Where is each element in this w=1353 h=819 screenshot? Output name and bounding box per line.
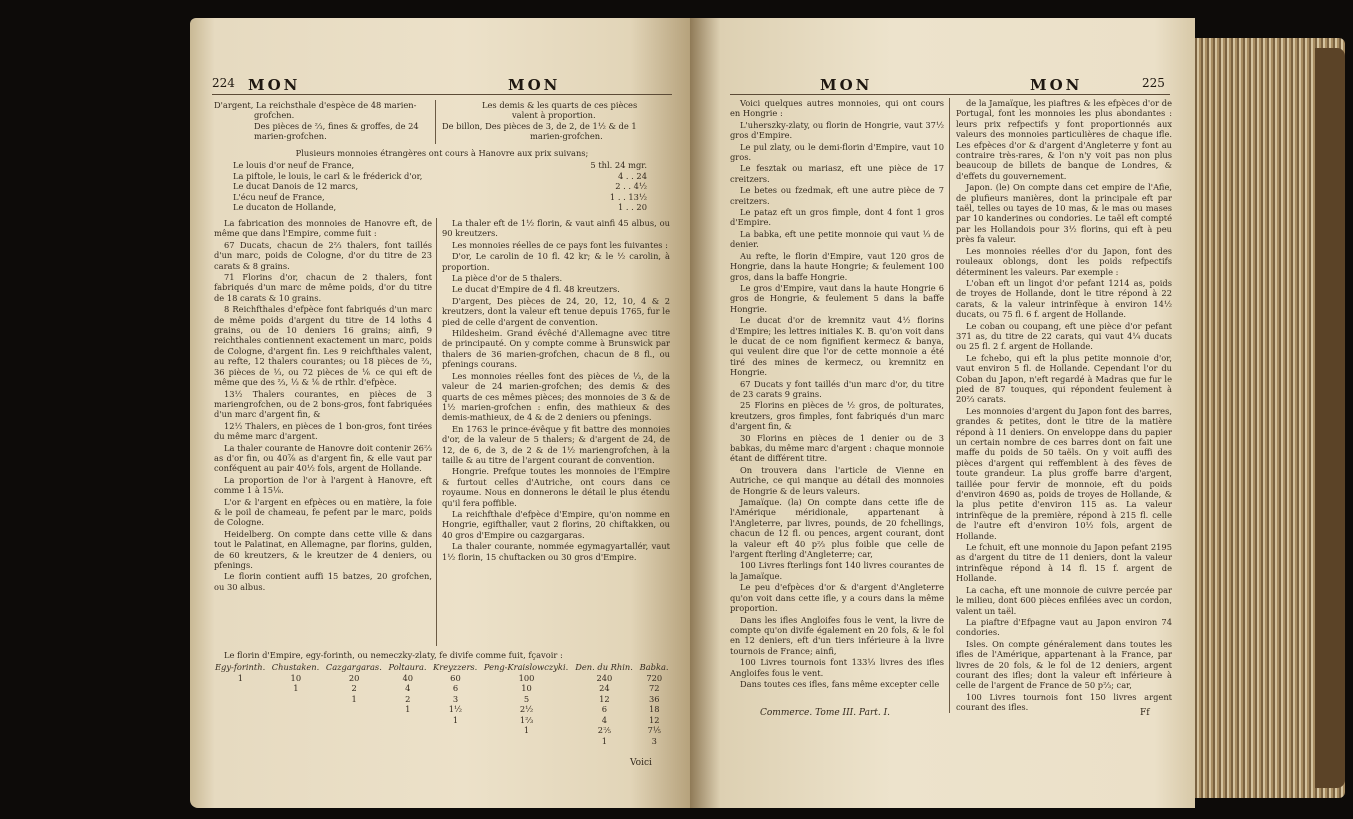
florin-cell: [430, 725, 481, 736]
paragraph: Le coban ou coupang, eft une pièce d'or pefant 371 as, du titre de 22 carats, qui vaut 4¼ ducats ou 25 fl. 2 f. argent de Hollande.: [956, 320, 1172, 352]
paragraph: 71 Florins d'or, chacun de 2 thalers, font fabriqués d'un marc de même poids, d'or du titre de 18 carats & 10 grains.: [214, 272, 432, 303]
florin-header: Poltaura.: [388, 662, 427, 672]
page-footer: Commerce. Tome III. Part. I.: [760, 708, 890, 718]
left-intro-line: Plusieurs monnoies étrangères ont cours à Hanovre aux prix suivans;: [295, 148, 589, 158]
florin-cell: [323, 736, 386, 747]
paragraph: La babka, eft une petite monnoie qui vaut ⅓ de denier.: [730, 228, 944, 250]
florin-row: [212, 725, 672, 736]
paragraph: Le pul zlaty, ou le demi-florin d'Empire, vaut 10 gros.: [730, 141, 944, 163]
paragraph: 100 Livres tournois font 133⅓ livres des ifles Angloifes fous le vent.: [730, 657, 944, 678]
right-page-number: 225: [1142, 76, 1165, 90]
paragraph: D'or, Le carolin de 10 fl. 42 kr; & le ½ carolin, à proportion.: [442, 251, 670, 272]
paragraph: Le ducat d'Empire de 4 fl. 48 kreutzers.: [452, 284, 620, 295]
left-head-rule: [212, 94, 672, 95]
florin-cell: [212, 725, 269, 736]
paragraph: La proportion de l'or à l'argent à Hanovre, eft comme 1 à 15⅛.: [214, 474, 432, 496]
florin-cell: 36: [649, 693, 660, 704]
paragraph: Isles. On compte généralement dans toutes les ifles de l'Amérique, appartenant à la France, par livres de 20 fols, & le fol de 12 deniers, argent courant des ifles; dont la valeur eft inférieure à celle de l'argent de France de 50 p⅔; car,: [956, 638, 1172, 691]
florin-header: Cazgargaras.: [325, 662, 382, 672]
left-column-2: [442, 218, 670, 563]
right-running-head-2: MON: [1030, 76, 1083, 94]
coin-value: 1 . . 13½: [609, 191, 647, 202]
florin-cell: 1⅔: [519, 714, 534, 725]
coin-row: [230, 192, 650, 203]
florin-cell: [481, 736, 572, 747]
coin-value: 4 . . 24: [617, 170, 647, 181]
florin-row: [212, 736, 672, 747]
florin-cell: 10: [290, 672, 302, 683]
paragraph: Au refte, le florin d'Empire, vaut 120 gros de Hongrie, dans la haute Hongrie; & feulement 100 gros, dans la baffe Hongrie.: [730, 250, 944, 282]
paragraph: Hildesheim. Grand évêché d'Allemagne avec titre de principauté. On y compte comme à Brunswick par thalers de 36 marien-grofchen, chacun de 8 fl., ou pfenings courans.: [442, 328, 670, 370]
paragraph: L'or & l'argent en efpèces ou en matière, la foie & le poil de chameau, fe pefent par le marc, poids de Cologne.: [214, 496, 432, 528]
paragraph: 8 Reichfthales d'efpèce font fabriqués d'un marc de même poids d'argent du titre de 14 loths 4 grains, ou de 10 deniers 16 grains; ainfi, 9 reichthales contiennent exactement un marc, poids de Cologne, d'argent fin. Les 9 reichfthales valent, au refte, 12 thalers courantes; ou 18 pièces de ⅔, 36 pièces de ⅓, ou 72 pièces de ⅙ ce qui eft de même que des ⅔, ⅓ & ⅙ de rthlr. d'efpèce.: [214, 304, 432, 388]
coin-row: [230, 181, 650, 192]
paragraph: Heidelberg. On compte dans cette ville & dans tout le Palatinat, en Allemagne, par florins, gulden, de 60 kreutzers, & le kreutzer de 4 deniers, ou pfenings.: [214, 528, 432, 570]
paragraph: 30 Florins en pièces de 1 denier ou de 3 babkas, du même marc d'argent : chaque monnoie étant de différent titre.: [730, 432, 944, 464]
paragraph: L'uherszky-zlaty, ou florin de Hongrie, vaut 37½ gros d'Empire.: [730, 119, 944, 141]
paragraph: 100 Livres fterlings font 140 livres courantes de la Jamaïque.: [730, 560, 944, 581]
florin-row: [212, 683, 672, 694]
florin-cell: 2: [405, 693, 411, 704]
florin-cell: 18: [649, 704, 660, 714]
paragraph: En 1763 le prince-évêque y fit battre des monnoies d'or, de la valeur de 5 thalers; & d'argent de 24, de 12, de 6, de 3, de 2 & de 1½ mariengrofchen, à la taille & au titre de l'argent courant de convention.: [442, 423, 670, 465]
florin-cell: 5: [523, 693, 530, 704]
florin-cell: 6: [601, 704, 608, 714]
florin-cell: 1: [237, 672, 244, 683]
florin-cell: 3: [651, 735, 657, 746]
signature-mark: Ff: [1140, 708, 1150, 718]
paragraph: 100 Livres tournois font 150 livres argent courant des ifles.: [956, 691, 1172, 713]
florin-header: Peng-Kraislowczyki.: [483, 662, 569, 672]
right-head-rule: [730, 94, 1170, 95]
florin-cell: [386, 736, 431, 747]
catchword: Voici: [630, 758, 652, 768]
paragraph: La thaler courante de Hanovre doit contenir 26⅔ as d'or fin, ou 40⅞ as d'argent fin, & elle vaut par conféquent au pair 40½ fols, argent de Hollande.: [214, 442, 432, 474]
paragraph: Le fchebo, qui eft la plus petite monnoie d'or, vaut environ 5 fl. de Hollande. Cependant l'or du Coban du Japon, n'eft regardé à Madras que fur le pied de 87 touques, qui répondent feulement à 20⅔ carats.: [956, 352, 1172, 405]
paragraph: On trouvera dans l'article de Vienne en Autriche, ce qui manque au détail des monnoies de Hongrie & de leurs valeurs.: [730, 464, 944, 496]
paragraph: Les monnoies d'argent du Japon font des barres, grandes & petites, dont le titre de la matière répond à 11 deniers. On enveloppe dans du papier un certain nombre de ces barres dont on fait une maffe du poids de 50 taëls. On y voit auffi des pièces d'argent qui reffemblent à des fèves de toute grandeur. La plus groffe barre d'argent, taillée pour fervir de monnoie, eft du poids d'environ 4690 as, poids de troyes de Hollande, & la plus petite d'environ 115 as. La valeur intrinfèque de la première, répond à 215 fl. celle de l'autre eft d'environ 10½ fols, argent de Hollande.: [956, 405, 1172, 541]
florin-line: [214, 650, 670, 661]
paragraph: Les monnoies réelles de ce pays font les fuivantes :: [452, 239, 668, 250]
florin-cell: [323, 725, 386, 736]
paragraph: Les monnoies réelles d'or du Japon, font des rouleaux oblongs, dont les poids refpectifs déterminent les valeurs. Par exemple :: [956, 245, 1172, 277]
florin-cell: 72: [649, 683, 660, 693]
florin-intro: Le florin d'Empire, egy-forinth, ou nemeczky-zlaty, fe divife comme fuit, fçavoir :: [224, 650, 563, 660]
paragraph: Le fesztak ou mariasz, eft une pièce de 17 creitzers.: [730, 163, 944, 184]
left-page: [190, 18, 690, 808]
florin-cell: [269, 715, 323, 726]
coin-name: L'écu neuf de France,: [233, 191, 325, 202]
paragraph: Hongrie. Prefque toutes les monnoies de l'Empire & furtout celles d'Autriche, ont cours dans ce royaume. Nous en donnerons le détail le plus étendu qu'il fera poffible.: [442, 466, 670, 508]
paragraph: de la Jamaïque, les piaftres & les efpèces d'or de Portugal, font les monnoies les plus abondantes : leurs prix refpectifs y font proportionnés aux valeurs des monnoies particulières de chaque ifle. Les efpèces d'or & d'argent d'Angleterre y font au contraire très-rares, & l'on n'y voit pas non plus beaucoup de billets de banque de Londres, & d'effets du gouvernement.: [956, 98, 1172, 181]
paragraph: Le florin contient auffi 15 batzes, 20 grofchen, ou 30 albus.: [214, 571, 432, 592]
coin-row: [230, 171, 650, 182]
florin-cell: 12: [649, 714, 660, 725]
paragraph: Le betes ou fzedmak, eft une autre pièce de 7 creitzers.: [730, 185, 944, 206]
coin-value: 5 thl. 24 mgr.: [590, 160, 647, 170]
florin-cell: 10: [521, 683, 532, 693]
paragraph: La thaler eft de 1½ florin, & vaut ainfi 45 albus, ou 90 kreutzers.: [442, 218, 670, 239]
coin-value: 1 . . 20: [617, 202, 647, 212]
paragraph: La cacha, eft une monnoie de cuivre percée par le milieu, dont 600 pièces enfilées avec un cordon, valent un taël.: [956, 584, 1172, 616]
florin-cell: 4: [601, 714, 608, 725]
left-running-head: MON: [248, 76, 301, 94]
coin-name: La piftole, le louis, le carl & le fréderick d'or,: [233, 170, 423, 181]
florin-cell: 4: [405, 683, 411, 693]
left-top-left-block: [214, 100, 432, 142]
florin-cell: [430, 736, 481, 747]
paragraph: Les monnoies réelles font des pièces de ⅓, de la valeur de 24 marien-grofchen; des demis & des quarts de ces mêmes pièces; des monnoies de 3 & de 1½ marien-grofchen : enfin, des mathieux & des demis-mathieux, de 4 & de 2 deniers ou pfenings.: [442, 370, 670, 423]
paragraph: Le ducat d'or de kremnitz vaut 4½ florins d'Empire; les lettres initiales K. B. qu'on voit dans le ducat de ce nom fignifient kermecz & banya, qui veulent dire que l'or de cette monnoie a été tiré des mines de kermecz, ou kremnitz en Hongrie.: [730, 315, 944, 378]
left-page-number: 224: [212, 76, 235, 90]
left-top-divider: [435, 100, 436, 144]
florin-cell: 3: [452, 693, 459, 704]
text-line: valent à proportion.: [512, 110, 596, 121]
florin-table: [212, 662, 672, 746]
paragraph: La fabrication des monnoies de Hanovre eft, de même que dans l'Empire, comme fuit :: [214, 218, 432, 239]
coin-name: Le ducaton de Hollande,: [233, 202, 337, 212]
right-column-1: [730, 98, 944, 690]
florin-cell: 240: [596, 672, 613, 683]
paragraph: La thaler courante, nommée egymagyartallér, vaut 1½ florin, 15 chuftacken ou 30 gros d'Empire.: [442, 541, 670, 562]
paragraph: La piaftre d'Efpagne vaut au Japon environ 74 condories.: [956, 616, 1172, 638]
florin-header: Babka.: [639, 662, 669, 672]
paragraph: Japon. (le) On compte dans cet empire de l'Afie, de plufieurs manières, dont la principale eft par taël, telles ou tayes de 10 mas, & le mas ou mases par 10 kanderines ou condories. Le taël eft compté par les Hollandois pour 3½ florins, qui eft à peu près fa valeur.: [956, 182, 1172, 245]
paragraph: Dans les ifles Angloifes fous le vent, la livre de compte qu'on divife également en 20 fols, & le fol en 12 deniers, eft d'un tiers inférieure à la livre tournois de France; ainfi,: [730, 614, 944, 656]
florin-cell: [269, 725, 323, 736]
florin-row: [212, 704, 672, 715]
paragraph: Le pataz eft un gros fimple, dont 4 font 1 gros d'Empire.: [730, 207, 944, 228]
florin-cell: 100: [518, 672, 535, 683]
florin-cell: 720: [646, 672, 663, 683]
text-line: De billon, Des pièces de 3, de 2, de 1½ & de 1: [442, 120, 637, 131]
paragraph: Voici quelques autres monnoies, qui ont cours en Hongrie :: [730, 98, 944, 119]
paragraph: La pièce d'or de 5 thalers.: [452, 273, 563, 284]
florin-cell: [269, 736, 323, 747]
paragraph: La reichfthale d'efpèce d'Empire, qu'on nomme en Hongrie, egifthaller, vaut 2 florins, 20 chiftakken, ou 40 gros d'Empire ou cazgargaras.: [442, 508, 670, 540]
text-line: marien-grofchen.: [530, 131, 603, 142]
florin-cell: [323, 715, 386, 726]
florin-row: [212, 673, 672, 684]
florin-cell: 1: [452, 714, 459, 725]
left-running-head-2: MON: [508, 76, 561, 94]
florin-cell: 2⅖: [597, 725, 612, 735]
florin-cell: [212, 715, 269, 726]
coin-row: [230, 202, 650, 213]
text-line: D'argent, La reichsthale d'espèce de 48 marien-: [214, 100, 417, 110]
florin-cell: 20: [348, 672, 360, 683]
florin-cell: 12: [599, 693, 610, 704]
paragraph: Le fchuit, eft une monnoie du Japon pefant 2195 as d'argent du titre de 11 deniers, dont la valeur intrinfèque répond à 14 fl. 15 f. argent de Hollande.: [956, 542, 1172, 584]
florin-header: Egy-forinth.: [215, 662, 266, 672]
paragraph: 67 Ducats, chacun de 2⅔ thalers, font taillés d'un marc, poids de Cologne, d'or du titre de 23 carats & 8 grains.: [214, 239, 432, 271]
coin-row: [230, 160, 650, 171]
coin-value: 2 . . 4½: [615, 181, 647, 191]
florin-cell: [212, 694, 269, 705]
florin-cell: 1: [293, 683, 299, 693]
florin-cell: 1: [351, 693, 357, 704]
text-line: Des pièces de ⅔, fines & groffes, de 24: [254, 120, 419, 131]
florin-cell: 1: [523, 725, 530, 735]
florin-cell: [212, 704, 269, 715]
paragraph: D'argent, Des pièces de 24, 20, 12, 10, 4 & 2 kreutzers, dont la valeur eft tenue depuis 1765, fur le pied de celle d'argent de convention.: [442, 295, 670, 327]
paragraph: 25 Florins en pièces de ½ gros, de polturates, kreutzers, gros fimples, font fabriqués d'un marc d'argent fin, &: [730, 400, 944, 432]
florin-cell: [212, 683, 269, 694]
text-line: marien-grofchen.: [254, 131, 327, 142]
florin-cell: 1: [405, 704, 411, 714]
right-column-divider: [949, 98, 950, 713]
coin-name: Le louis d'or neuf de France,: [233, 160, 355, 170]
paragraph: Le gros d'Empire, vaut dans la haute Hongrie 6 gros de Hongrie, & feulement 5 dans la baffe Hongrie.: [730, 282, 944, 314]
paragraph: Jamaïque. (la) On compte dans cette ifle de l'Amérique méridionale, appartenant à l'Angleterre, par livres, pounds, de 20 fchellings, chacun de 12 fl. ou pences, argent courant, dont la valeur eft 40 p⅔ plus foible que celle de l'argent fterling d'Angleterre; car,: [730, 497, 944, 560]
florin-cell: 40: [402, 672, 414, 683]
left-column-1: [214, 218, 432, 593]
left-top-right-block: [442, 100, 670, 142]
book-cover-edge: [1315, 48, 1345, 788]
paragraph: 13½ Thalers courantes, en pièces de 3 mariengrofchen, ou de 2 bons-gros, font fabriquées d'un marc d'argent fin, &: [214, 388, 432, 420]
florin-cell: 24: [599, 683, 610, 693]
right-running-head: MON: [820, 76, 873, 94]
florin-cell: 2½: [519, 704, 534, 714]
florin-cell: [269, 704, 323, 715]
florin-cell: 7⅕: [647, 725, 661, 735]
florin-cell: [386, 715, 431, 726]
right-column-2: [956, 98, 1172, 714]
text-line: grofchen.: [254, 110, 295, 121]
open-book: [190, 18, 1345, 808]
paragraph: L'oban eft un lingot d'or pefant 1214 as, poids de troyes de Hollande, dont le titre répond à 22 carats, & la valeur intrinfèque à environ 14½ ducats, ou 75 fl. 6 f. argent de Hollande.: [956, 277, 1172, 320]
florin-cell: [269, 694, 323, 705]
paragraph: Le peu d'efpèces d'or & d'argent d'Angleterre qu'on voit dans cette ifle, y a cours dans la même proportion.: [730, 582, 944, 614]
florin-header: Chustaken.: [271, 662, 320, 672]
paragraph: 12½ Thalers, en pièces de 1 bon-gros, font tirées du même marc d'argent.: [214, 420, 432, 442]
florin-cell: [386, 725, 431, 736]
florin-row: [212, 694, 672, 705]
florin-header: Den. du Rhin.: [575, 662, 633, 672]
florin-row: [212, 715, 672, 726]
florin-cell: 60: [450, 672, 461, 683]
paragraph: 67 Ducats y font taillés d'un marc d'or, du titre de 23 carats 9 grains.: [730, 378, 944, 399]
florin-header: Kreyzzers.: [433, 662, 478, 672]
florin-cell: 6: [452, 683, 459, 693]
coins-table: [230, 160, 650, 213]
text-line: Les demis & les quarts de ces pièces: [482, 100, 638, 110]
florin-cell: [212, 736, 269, 747]
left-column-divider: [436, 218, 437, 646]
right-page: [690, 18, 1195, 808]
florin-cell: 1: [601, 735, 608, 746]
florin-cell: 2: [351, 683, 357, 693]
florin-cell: [323, 704, 386, 715]
florin-cell: 1½: [448, 704, 463, 714]
coin-name: Le ducat Danois de 12 marcs,: [233, 181, 359, 191]
paragraph: Dans toutes ces ifles, fans même excepter celle: [740, 678, 940, 689]
